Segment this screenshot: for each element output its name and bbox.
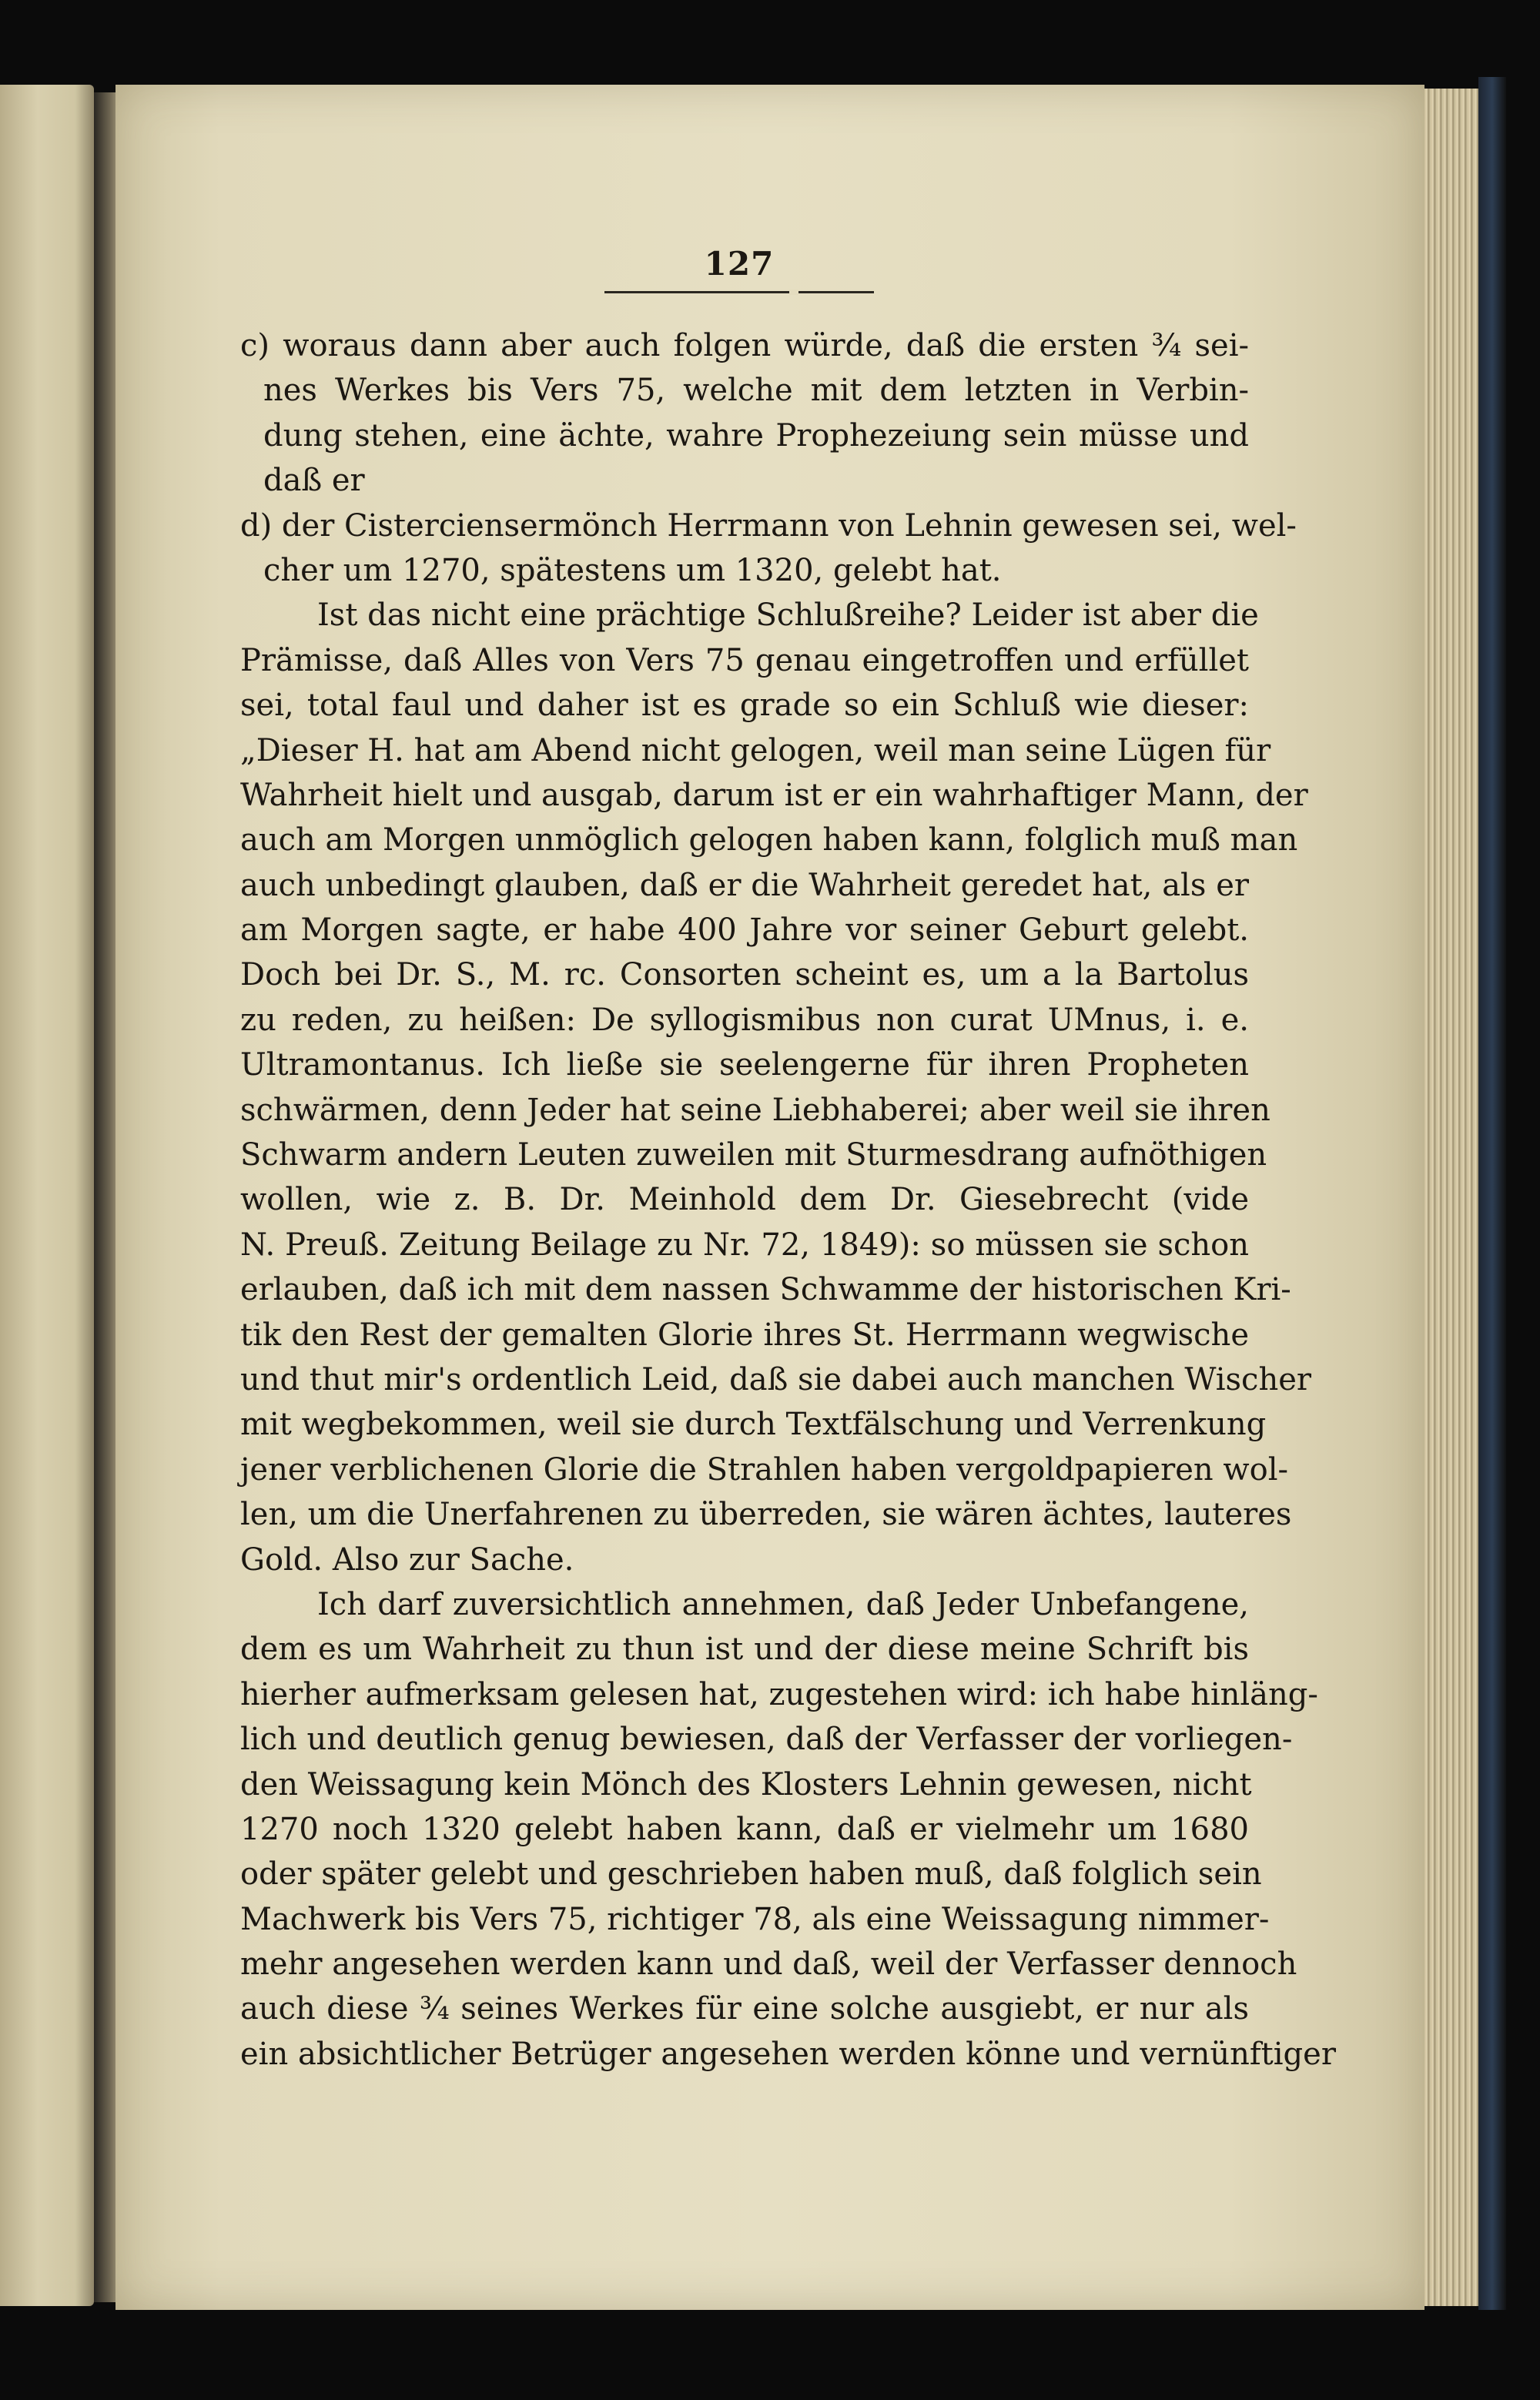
text-line: jener verblichenen Glorie die Strahlen haben vergoldpapieren wol- bbox=[240, 1451, 1288, 1488]
text-line: Gold. Also zur Sache. bbox=[240, 1541, 574, 1578]
text-line: auch am Morgen unmöglich gelogen haben kann, folglich muß man bbox=[240, 822, 1298, 859]
page-header bbox=[604, 245, 874, 283]
text-line: und thut mir's ordentlich Leid, daß sie dabei auch manchen Wischer bbox=[240, 1361, 1312, 1397]
text-line: den Weissagung kein Mönch des Klosters Lehnin gewesen, nicht bbox=[240, 1766, 1252, 1803]
text-line: len, um die Unerfahrenen zu überreden, sie wären ächtes, lauteres bbox=[240, 1497, 1292, 1533]
text-line: mit wegbekommen, weil sie durch Textfälschung und Verrenkung bbox=[240, 1407, 1267, 1443]
text-line: d) der Cisterciensermönch Herrmann von Lehnin gewesen sei, wel- bbox=[240, 507, 1297, 544]
text-line: Prämisse, daß Alles von Vers 75 genau eingetroffen und erfüllet bbox=[240, 642, 1249, 678]
text-line: mehr angesehen werden kann und daß, weil der Verfasser dennoch bbox=[240, 1946, 1297, 1983]
text-line: daß er bbox=[263, 463, 365, 499]
text-line: Wahrheit hielt und ausgab, darum ist er ein wahrhaftiger Mann, der bbox=[240, 777, 1308, 813]
text-line: 1270 noch 1320 gelebt haben kann, daß er vielmehr um 1680 bbox=[240, 1811, 1249, 1847]
text-line: wollen, wie z. B. Dr. Meinhold dem Dr. Giesebrecht (vide bbox=[240, 1182, 1249, 1218]
text-line: Ist das nicht eine prächtige Schlußreihe? Leider ist aber die bbox=[317, 597, 1259, 634]
facing-page-edge bbox=[0, 85, 94, 2306]
text-line: erlauben, daß ich mit dem nassen Schwamme der historischen Kri- bbox=[240, 1272, 1291, 1308]
text-line: dung stehen, eine ächte, wahre Prophezeiung sein müsse und bbox=[263, 417, 1249, 454]
text-line: Schwarm andern Leuten zuweilen mit Sturmesdrang aufnöthigen bbox=[240, 1137, 1267, 1173]
text-line: lich und deutlich genug bewiesen, daß der Verfasser der vorliegen- bbox=[240, 1722, 1293, 1758]
body-text bbox=[240, 323, 1336, 2077]
page-edges bbox=[1424, 89, 1478, 2306]
text-line: Ultramontanus. Ich ließe sie seelengerne für ihren Propheten bbox=[240, 1047, 1249, 1083]
text-line: hierher aufmerksam gelesen hat, zugestehen wird: ich habe hinläng- bbox=[240, 1676, 1318, 1712]
text-line: Machwerk bis Vers 75, richtiger 78, als eine Weissagung nimmer- bbox=[240, 1901, 1270, 1937]
text-line: tik den Rest der gemalten Glorie ihres St. Herrmann wegwische bbox=[240, 1317, 1249, 1353]
header-rule bbox=[604, 291, 874, 293]
text-line: schwärmen, denn Jeder hat seine Liebhaberei; aber weil sie ihren bbox=[240, 1092, 1270, 1128]
page-number: 127 bbox=[704, 245, 775, 283]
text-line: Ich darf zuversichtlich annehmen, daß Jeder Unbefangene, bbox=[317, 1586, 1249, 1622]
text-line: N. Preuß. Zeitung Beilage zu Nr. 72, 1849): so müssen sie schon bbox=[240, 1227, 1249, 1263]
text-line: cher um 1270, spätestens um 1320, gelebt hat. bbox=[263, 552, 1002, 588]
text-line: c) woraus dann aber auch folgen würde, daß die ersten ¾ sei- bbox=[240, 328, 1249, 363]
text-line: sei, total faul und daher ist es grade so ein Schluß wie dieser: bbox=[240, 688, 1249, 724]
header-rule-gap bbox=[789, 290, 798, 295]
text-line: auch diese ¾ seines Werkes für eine solche ausgiebt, er nur als bbox=[240, 1991, 1249, 2027]
book-cover-edge bbox=[1478, 77, 1506, 2310]
text-line: auch unbedingt glauben, daß er die Wahrheit geredet hat, als er bbox=[240, 867, 1249, 903]
text-line: „Dieser H. hat am Abend nicht gelogen, weil man seine Lügen für bbox=[240, 732, 1271, 768]
text-line: Doch bei Dr. S., M. rc. Consorten scheint es, um a la Bartolus bbox=[240, 957, 1249, 993]
text-line: oder später gelebt und geschrieben haben muß, daß folglich sein bbox=[240, 1856, 1262, 1893]
text-line: zu reden, zu heißen: De syllogismibus non curat UMnus, i. e. bbox=[240, 1002, 1249, 1038]
text-line: nes Werkes bis Vers 75, welche mit dem letzten in Verbin- bbox=[263, 373, 1249, 409]
text-line: am Morgen sagte, er habe 400 Jahre vor seiner Geburt gelebt. bbox=[240, 912, 1249, 949]
text-line: ein absichtlicher Betrüger angesehen werden könne und vernünftiger bbox=[240, 2036, 1336, 2072]
text-line: dem es um Wahrheit zu thun ist und der diese meine Schrift bis bbox=[240, 1632, 1249, 1668]
